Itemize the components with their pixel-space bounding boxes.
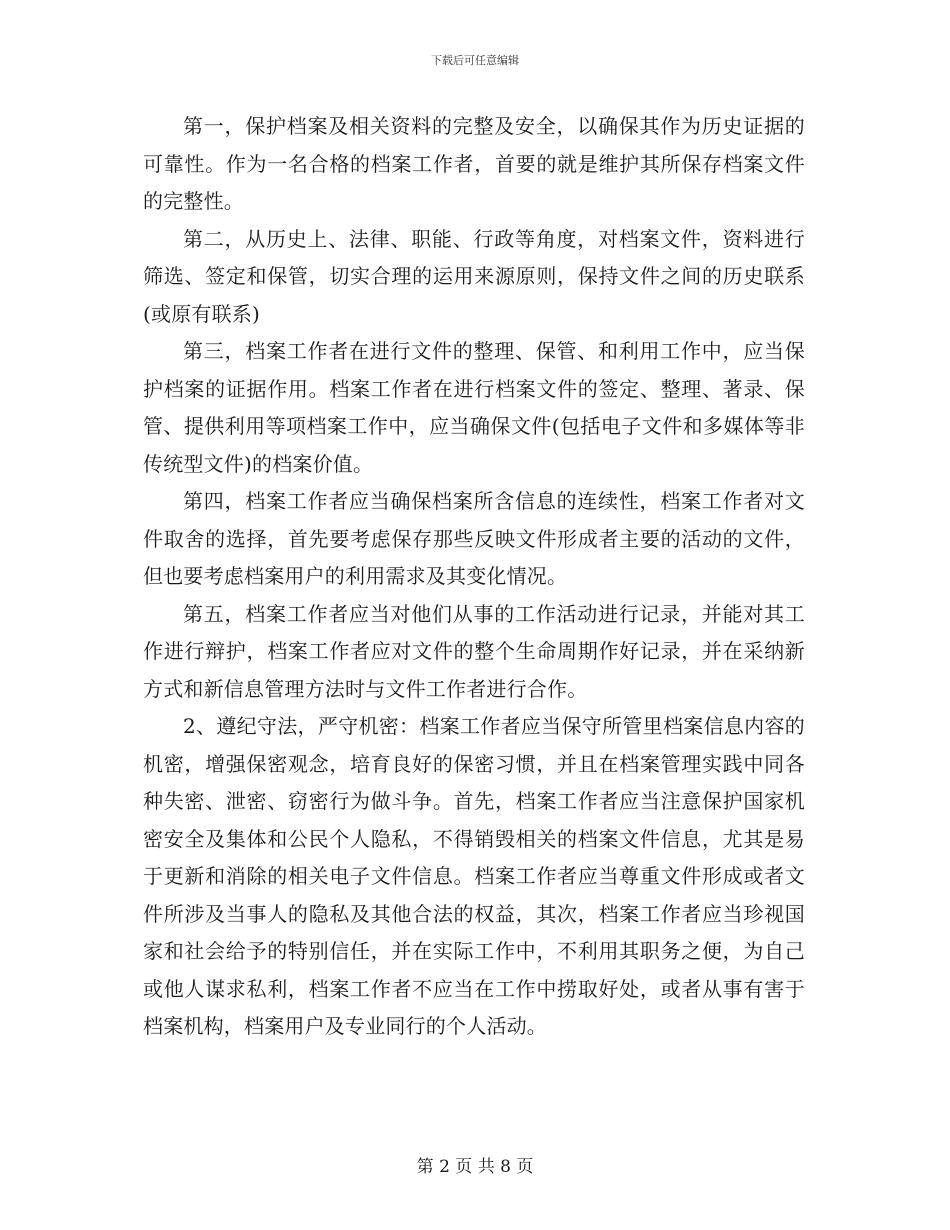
- document-body: [143, 108, 805, 1046]
- page-number-footer: 第 2 页 共 8 页: [416, 1157, 534, 1177]
- paragraph-3: 第三，档案工作者在进行文件的整理、保管、和利用工作中，应当保护档案的证据作用。档案工作者在进行档案文件的签定、整理、著录、保管、提供利用等项档案工作中，应当确保文件(包括电子文件和多媒体等非传统型文件)的档案价值。: [143, 339, 805, 476]
- paragraph-4: 第四，档案工作者应当确保档案所含信息的连续性，档案工作者对文件取舍的选择，首先要考虑保存那些反映文件形成者主要的活动的文件，但也要考虑档案用户的利用需求及其变化情况。: [143, 489, 805, 588]
- page-header: 下载后可任意编辑: [431, 54, 519, 67]
- paragraph-1: 第一，保护档案及相关资料的完整及安全，以确保其作为历史证据的可靠性。作为一名合格的档案工作者，首要的就是维护其所保存档案文件的完整性。: [143, 114, 805, 213]
- paragraph-2: 第二，从历史上、法律、职能、行政等角度，对档案文件，资料进行筛选、签定和保管，切实合理的运用来源原则，保持文件之间的历史联系(或原有联系): [143, 226, 805, 326]
- paragraph-5: 第五，档案工作者应当对他们从事的工作活动进行记录，并能对其工作进行辩护，档案工作者应对文件的整个生命周期作好记录，并在采纳新方式和新信息管理方法时与文件工作者进行合作。: [143, 601, 805, 701]
- paragraph-6: 2、遵纪守法，严守机密：档案工作者应当保守所管里档案信息内容的机密，增强保密观念，培育良好的保密习惯，并且在档案管理实践中同各种失密、泄密、窃密行为做斗争。首先，档案工作者应当注意保护国家机密安全及集体和公民个人隐私，不得销毁相关的档案文件信息，尤其是易于更新和消除的相关电子文件信息。档案工作者应当尊重文件形成或者文件所涉及当事人的隐私及其他合法的权益，其次，档案工作者应当珍视国家和社会给予的特别信任，并在实际工作中，不利用其职务之便，为自己或他人谋求私利，档案工作者不应当在工作中捞取好处，或者从事有害于档案机构，档案用户及专业同行的个人活动。: [143, 714, 805, 1038]
